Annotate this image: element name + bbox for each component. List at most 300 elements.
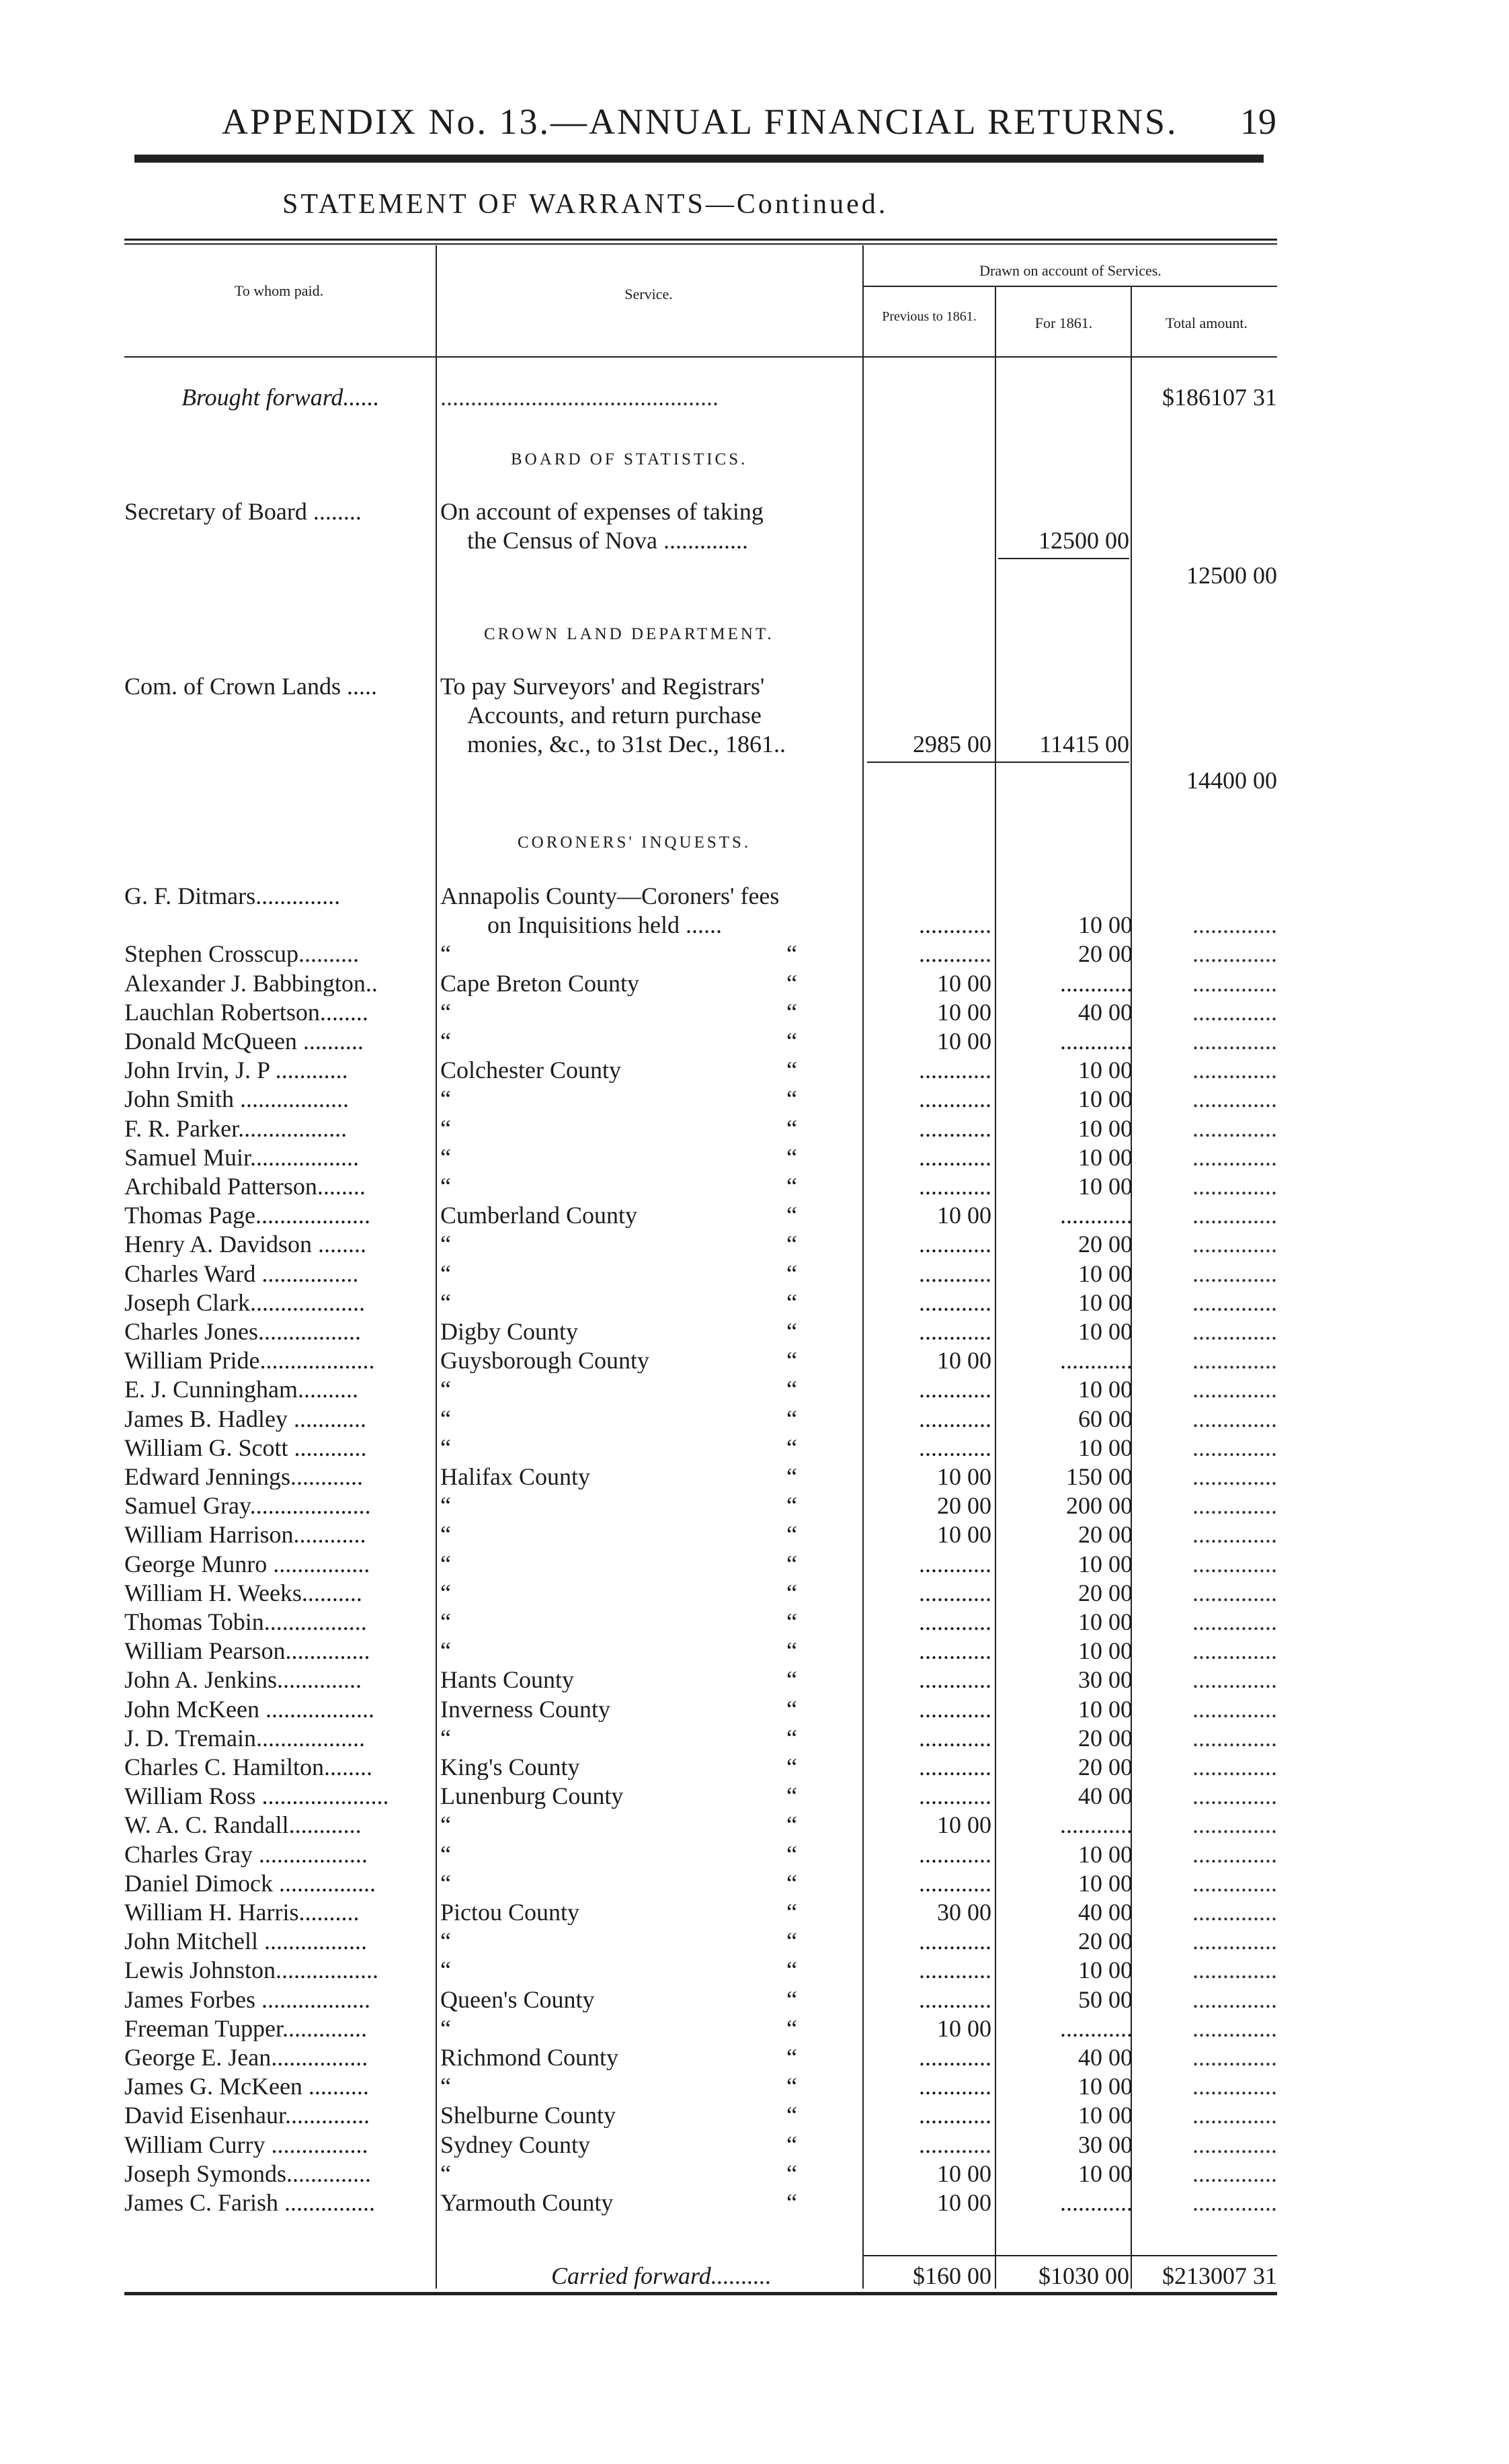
service-cell: Cumberland County	[440, 1203, 637, 1229]
ditto-cell: “	[786, 1290, 797, 1315]
payee-cell: John Mitchell .................	[124, 1929, 367, 1955]
crown-subtotal: 14400 00	[1186, 767, 1277, 794]
current-cell: ............	[1060, 1348, 1133, 1374]
previous-cell: ............	[919, 1668, 991, 1693]
total-cell: ..............	[1192, 1174, 1277, 1199]
ditto-cell: “	[786, 1087, 797, 1112]
service-cell: “	[440, 1029, 451, 1054]
total-cell: ..............	[1192, 1842, 1277, 1867]
table-row	[0, 1552, 1509, 1577]
ditto-cell: “	[786, 1348, 797, 1374]
table-row	[0, 1465, 1509, 1489]
service-cell: “	[440, 1435, 451, 1461]
payee-cell: William H. Weeks..........	[124, 1580, 362, 1606]
ditto-cell: “	[786, 2190, 797, 2215]
previous-cell: 10 00	[937, 1813, 991, 1838]
ditto-cell: “	[786, 1784, 797, 1809]
previous-cell: 10 00	[937, 1465, 991, 1489]
current-cell: 200 00	[1066, 1493, 1133, 1519]
ditto-cell: “	[786, 1580, 797, 1606]
service-cell: Hants County	[440, 1668, 575, 1693]
ditto-cell: “	[786, 1377, 797, 1403]
current-cell: 60 00	[1078, 1406, 1133, 1432]
payee-cell: Archibald Patterson........	[124, 1174, 366, 1199]
total-cell: ..............	[1192, 2103, 1277, 2129]
total-cell: ..............	[1192, 1551, 1277, 1577]
previous-cell: ............	[919, 1639, 991, 1664]
ditto-cell: “	[786, 2045, 797, 2070]
previous-cell: ............	[919, 1610, 991, 1635]
current-cell: 10 00	[1078, 1261, 1133, 1286]
payee-cell: F. R. Parker..................	[124, 1116, 348, 1141]
payee-cell: Charles Ward ................	[124, 1261, 359, 1286]
header-bottom-rule	[124, 356, 1277, 358]
current-cell: 40 00	[1078, 1900, 1133, 1925]
service-cell: Colchester County	[440, 1058, 621, 1083]
payee-cell: George Munro ................	[124, 1551, 370, 1577]
ditto-cell: “	[786, 1406, 797, 1432]
total-cell: ..............	[1192, 1784, 1277, 1809]
board-for-1861: 12500 00	[1038, 527, 1129, 554]
current-cell: 50 00	[1078, 1987, 1133, 2012]
previous-cell: 10 00	[937, 971, 991, 996]
ditto-cell: “	[786, 971, 797, 996]
table-row	[0, 2016, 1509, 2041]
current-cell: 20 00	[1078, 1929, 1133, 1955]
total-cell: ..............	[1192, 2161, 1277, 2186]
header-previous: Previous to 1861.	[882, 309, 977, 324]
service-cell: King's County	[440, 1755, 580, 1780]
ditto-cell: “	[786, 1232, 797, 1258]
table-top-rule	[124, 239, 1277, 241]
ditto-cell: “	[786, 2103, 797, 2129]
payee-cell: William Ross .....................	[124, 1784, 389, 1809]
board-subtotal: 12500 00	[1186, 562, 1277, 589]
current-cell: 10 00	[1078, 1958, 1133, 1983]
payee-cell: G. F. Ditmars..............	[124, 884, 341, 909]
payee-cell: George E. Jean................	[124, 2045, 368, 2070]
service-cell: Digby County	[440, 1319, 579, 1344]
current-cell: 10 00	[1078, 1174, 1133, 1199]
service-cell: “	[440, 942, 451, 967]
payee-cell: Samuel Muir..................	[124, 1145, 359, 1170]
table-row	[0, 1697, 1509, 1722]
table-row	[0, 1784, 1509, 1809]
current-cell: 150 00	[1066, 1465, 1133, 1489]
previous-cell: ............	[919, 1580, 991, 1606]
carried-forward-current: $1030 00	[1038, 2262, 1129, 2289]
previous-cell: ............	[919, 1551, 991, 1577]
ditto-cell: “	[786, 1435, 797, 1461]
total-cell: ..............	[1192, 1145, 1277, 1170]
table-row	[0, 1116, 1509, 1141]
previous-cell: ............	[919, 2103, 991, 2129]
service-cell: “	[440, 1261, 451, 1286]
payee-cell: Henry A. Davidson ........	[124, 1232, 366, 1258]
current-cell: 10 00	[1078, 1058, 1133, 1083]
current-cell: 10 00	[1078, 1871, 1133, 1896]
current-cell: ............	[1060, 2016, 1133, 2041]
current-cell: 10 00	[1078, 1290, 1133, 1315]
table-row	[0, 1610, 1509, 1635]
ditto-cell: “	[786, 1116, 797, 1141]
table-row	[0, 971, 1509, 996]
ditto-cell: “	[786, 1493, 797, 1519]
service-cell: “	[440, 2016, 451, 2041]
total-cell: ..............	[1192, 1087, 1277, 1112]
service-cell: “	[440, 1377, 451, 1403]
bottom-rule	[124, 2292, 1277, 2295]
table-row	[0, 1290, 1509, 1315]
brought-forward-dots: ..............................................	[440, 384, 719, 411]
ditto-cell: “	[786, 1958, 797, 1983]
table-row	[0, 1000, 1509, 1025]
ditto-cell: “	[786, 1639, 797, 1664]
total-cell: ..............	[1192, 1029, 1277, 1054]
service-cell: “	[440, 1639, 451, 1664]
previous-cell: ............	[919, 1871, 991, 1896]
ditto-cell: “	[786, 1842, 797, 1867]
previous-cell: ............	[919, 1116, 991, 1141]
table-row	[0, 2162, 1509, 2186]
previous-cell: ............	[919, 1290, 991, 1315]
table-row	[0, 1958, 1509, 1983]
table-row	[0, 1668, 1509, 1692]
ditto-cell: “	[786, 2074, 797, 2100]
carried-forward-previous: $160 00	[913, 2262, 991, 2289]
header-drawn-group: Drawn on account of Services.	[979, 262, 1161, 279]
current-cell: ............	[1060, 1029, 1133, 1054]
table-row	[0, 913, 1509, 938]
service-cell: Annapolis County—Coroners' fees	[440, 884, 780, 909]
service-cell: Shelburne County	[440, 2103, 616, 2129]
carried-forward-total: $213007 31	[1162, 2262, 1277, 2289]
ditto-cell: “	[786, 2132, 797, 2158]
payee-cell: Alexander J. Babbington..	[124, 971, 378, 996]
service-cell: “	[440, 1087, 451, 1112]
ditto-cell: “	[786, 1203, 797, 1229]
service-cell: Yarmouth County	[440, 2190, 614, 2215]
table-row	[0, 1407, 1509, 1432]
current-cell: 10 00	[1078, 2074, 1133, 2100]
current-cell: 10 00	[1078, 1639, 1133, 1664]
total-cell: ..............	[1192, 1435, 1277, 1461]
table-row	[0, 1174, 1509, 1199]
previous-cell: ............	[919, 1696, 991, 1722]
current-cell: 10 00	[1078, 1842, 1133, 1867]
table-row	[0, 1900, 1509, 1925]
header-for-1861: For 1861.	[1034, 315, 1093, 331]
total-cell: ..............	[1192, 1610, 1277, 1635]
table-row	[0, 1639, 1509, 1664]
table-row	[0, 1522, 1509, 1547]
total-cell: ..............	[1192, 1900, 1277, 1925]
table-row	[0, 1987, 1509, 2012]
current-cell: ............	[1060, 2190, 1133, 2215]
current-cell: 20 00	[1078, 1755, 1133, 1780]
payee-cell: James G. McKeen ..........	[124, 2074, 369, 2100]
service-cell: “	[440, 1929, 451, 1955]
total-cell: ..............	[1192, 971, 1277, 996]
previous-cell: ............	[919, 1087, 991, 1112]
total-cell: ..............	[1192, 1493, 1277, 1519]
ditto-cell: “	[786, 1755, 797, 1780]
ditto-cell: “	[786, 1522, 797, 1548]
crown-service-line3: monies, &c., to 31st Dec., 1861..	[467, 731, 786, 757]
total-cell: ..............	[1192, 1465, 1277, 1489]
payee-cell: William H. Harris..........	[124, 1900, 360, 1925]
service-cell: Queen's County	[440, 1987, 595, 2012]
service-cell: “	[440, 1116, 451, 1141]
service-cell: “	[440, 1725, 451, 1751]
payee-cell: John McKeen ..................	[124, 1696, 374, 1722]
service-cell: “	[440, 1958, 451, 1983]
table-row	[0, 2133, 1509, 2158]
table-row	[0, 2045, 1509, 2070]
header-rule	[134, 155, 1264, 163]
current-cell: 20 00	[1078, 1725, 1133, 1751]
crown-previous: 2985 00	[913, 731, 991, 757]
current-cell: 20 00	[1078, 1522, 1133, 1548]
table-row	[0, 1755, 1509, 1780]
crown-payee: Com. of Crown Lands .....	[124, 673, 377, 700]
current-cell: 10 00	[1078, 1435, 1133, 1461]
payee-cell: James Forbes ..................	[124, 1987, 370, 2012]
current-cell: 10 00	[1078, 1377, 1133, 1403]
section-heading-board-of-statistics: BOARD OF STATISTICS.	[511, 450, 748, 468]
previous-cell: ............	[919, 913, 991, 938]
previous-cell: ............	[919, 1406, 991, 1432]
previous-cell: ............	[919, 1842, 991, 1867]
current-cell: 40 00	[1078, 1784, 1133, 1809]
payee-cell: Daniel Dimock ................	[124, 1871, 376, 1896]
current-cell: 40 00	[1078, 2045, 1133, 2070]
service-cell: “	[440, 2074, 451, 2100]
previous-cell: 30 00	[937, 1900, 991, 1925]
current-cell: 10 00	[1078, 1696, 1133, 1722]
header-total: Total amount.	[1166, 315, 1248, 331]
service-cell: “	[440, 1871, 451, 1896]
page-number: 19	[1240, 101, 1276, 142]
carried-forward-rule	[864, 2255, 1277, 2256]
previous-cell: ............	[919, 1058, 991, 1083]
table-row	[0, 1493, 1509, 1518]
previous-cell: ............	[919, 1435, 991, 1461]
service-cell: Guysborough County	[440, 1348, 650, 1374]
total-cell: ..............	[1192, 2016, 1277, 2041]
previous-cell: 20 00	[937, 1493, 991, 1519]
payee-cell: Charles Jones.................	[124, 1319, 361, 1344]
payee-cell: David Eisenhaur..............	[124, 2103, 370, 2129]
payee-cell: James C. Farish ...............	[124, 2190, 375, 2215]
payee-cell: Charles Gray ..................	[124, 1842, 368, 1867]
previous-cell: ............	[919, 1377, 991, 1403]
previous-cell: ............	[919, 2045, 991, 2070]
previous-cell: ............	[919, 1319, 991, 1344]
total-cell: ..............	[1192, 913, 1277, 938]
table-row	[0, 1871, 1509, 1896]
payee-cell: Stephen Crosscup..........	[124, 942, 359, 967]
payee-cell: Thomas Page...................	[124, 1203, 370, 1229]
service-cell: Sydney County	[440, 2132, 591, 2158]
brought-forward-total: $186107 31	[1162, 384, 1277, 411]
service-cell: “	[440, 1610, 451, 1635]
total-cell: ..............	[1192, 1261, 1277, 1286]
payee-cell: W. A. C. Randall............	[124, 1813, 362, 1838]
previous-cell: ............	[919, 1958, 991, 1983]
total-cell: ..............	[1192, 2045, 1277, 2070]
ditto-cell: “	[786, 2161, 797, 2186]
ditto-cell: “	[786, 1551, 797, 1577]
total-cell: ..............	[1192, 2074, 1277, 2100]
payee-cell: Samuel Gray....................	[124, 1493, 371, 1519]
ditto-cell: “	[786, 1610, 797, 1635]
table-row	[0, 2074, 1509, 2099]
ditto-cell: “	[786, 1319, 797, 1344]
payee-cell: Donald McQueen ..........	[124, 1029, 364, 1054]
ditto-cell: “	[786, 1871, 797, 1896]
crown-subtotal-rule	[867, 762, 1129, 763]
table-row	[0, 1232, 1509, 1257]
table-row	[0, 1842, 1509, 1867]
total-cell: ..............	[1192, 1058, 1277, 1083]
service-cell-continuation: on Inquisitions held ......	[487, 913, 722, 938]
crown-for-1861: 11415 00	[1039, 731, 1129, 757]
previous-cell: 10 00	[937, 2190, 991, 2215]
ditto-cell: “	[786, 1696, 797, 1722]
payee-cell: John Irvin, J. P ............	[124, 1058, 348, 1083]
carried-forward-label: Carried forward..........	[551, 2262, 772, 2289]
payee-cell: John A. Jenkins..............	[124, 1668, 362, 1693]
previous-cell: ............	[919, 1755, 991, 1780]
previous-cell: ............	[919, 1987, 991, 2012]
total-cell: ..............	[1192, 1116, 1277, 1141]
payee-cell: William Pride...................	[124, 1348, 375, 1374]
table-row	[0, 1581, 1509, 1606]
previous-cell: 10 00	[937, 999, 991, 1025]
total-cell: ..............	[1192, 2132, 1277, 2158]
table-row	[0, 1058, 1509, 1083]
running-head: APPENDIX No. 13.—ANNUAL FINANCIAL RETURNS.	[222, 101, 1178, 142]
previous-cell: ............	[919, 1261, 991, 1286]
table-row	[0, 1029, 1509, 1054]
service-cell: “	[440, 1232, 451, 1258]
ditto-cell: “	[786, 1668, 797, 1693]
service-cell: “	[440, 1522, 451, 1548]
service-cell: “	[440, 1174, 451, 1199]
payee-cell: William G. Scott ............	[124, 1435, 367, 1461]
previous-cell: ............	[919, 1145, 991, 1170]
ditto-cell: “	[786, 1029, 797, 1054]
total-cell: ..............	[1192, 1813, 1277, 1838]
previous-cell: 10 00	[937, 1203, 991, 1229]
ditto-cell: “	[786, 1929, 797, 1955]
payee-cell: John Smith ..................	[124, 1087, 350, 1112]
ditto-cell: “	[786, 942, 797, 967]
service-cell: “	[440, 1813, 451, 1838]
current-cell: 20 00	[1078, 1580, 1133, 1606]
total-cell: ..............	[1192, 1929, 1277, 1955]
total-cell: ..............	[1192, 1668, 1277, 1693]
total-cell: ..............	[1192, 2190, 1277, 2215]
current-cell: 10 00	[1078, 1145, 1133, 1170]
current-cell: 30 00	[1078, 2132, 1133, 2158]
total-cell: ..............	[1192, 1696, 1277, 1722]
payee-cell: Joseph Symonds..............	[124, 2161, 372, 2186]
service-cell: “	[440, 1145, 451, 1170]
table-row	[0, 1813, 1509, 1838]
table-row	[0, 1145, 1509, 1170]
payee-cell: J. D. Tremain..................	[124, 1725, 366, 1751]
previous-cell: 10 00	[937, 2016, 991, 2041]
previous-cell: ............	[919, 1232, 991, 1258]
current-cell: 10 00	[1078, 1319, 1133, 1344]
current-cell: 40 00	[1078, 999, 1133, 1025]
ditto-cell: “	[786, 1465, 797, 1489]
previous-cell: ............	[919, 1174, 991, 1199]
table-row	[0, 1262, 1509, 1286]
service-cell: Inverness County	[440, 1696, 610, 1722]
total-cell: ..............	[1192, 1580, 1277, 1606]
current-cell: 20 00	[1078, 942, 1133, 967]
ditto-cell: “	[786, 1058, 797, 1083]
service-cell: Halifax County	[440, 1465, 590, 1489]
table-row	[0, 1377, 1509, 1402]
service-cell: “	[440, 1493, 451, 1519]
current-cell: 10 00	[1078, 1610, 1133, 1635]
previous-cell: ............	[919, 1784, 991, 1809]
total-cell: ..............	[1192, 1725, 1277, 1751]
payee-cell: Charles C. Hamilton........	[124, 1755, 372, 1780]
previous-cell: 10 00	[937, 1348, 991, 1374]
total-cell: ..............	[1192, 942, 1277, 967]
service-cell: “	[440, 999, 451, 1025]
current-cell: 10 00	[1078, 1116, 1133, 1141]
brought-forward-label: Brought forward......	[181, 384, 380, 411]
table-row	[0, 1203, 1509, 1228]
section-heading-coroners: CORONERS' INQUESTS.	[518, 833, 751, 852]
total-cell: ..............	[1192, 1639, 1277, 1664]
header-to-whom-paid: To whom paid.	[234, 282, 324, 299]
previous-cell: 10 00	[937, 1029, 991, 1054]
service-cell: Pictou County	[440, 1900, 580, 1925]
ditto-cell: “	[786, 1900, 797, 1925]
table-row	[0, 1087, 1509, 1112]
total-cell: ..............	[1192, 1348, 1277, 1374]
current-cell: ............	[1060, 971, 1133, 996]
previous-cell: ............	[919, 2132, 991, 2158]
table-row	[0, 2190, 1509, 2215]
current-cell: 30 00	[1078, 1668, 1133, 1693]
crown-service-line1: To pay Surveyors' and Registrars'	[440, 673, 765, 700]
current-cell: 10 00	[1078, 1551, 1133, 1577]
service-cell: “	[440, 1406, 451, 1432]
ditto-cell: “	[786, 999, 797, 1025]
current-cell: 10 00	[1078, 913, 1133, 938]
board-service-line2: the Census of Nova ..............	[467, 527, 748, 554]
table-row	[0, 1348, 1509, 1373]
current-cell: 10 00	[1078, 2103, 1133, 2129]
service-cell: “	[440, 1290, 451, 1315]
total-cell: ..............	[1192, 1377, 1277, 1403]
payee-cell: Joseph Clark...................	[124, 1290, 365, 1315]
total-cell: ..............	[1192, 1522, 1277, 1548]
service-cell: Richmond County	[440, 2045, 619, 2070]
ditto-cell: “	[786, 1987, 797, 2012]
board-payee: Secretary of Board ........	[124, 498, 362, 525]
previous-cell: 10 00	[937, 2161, 991, 2186]
payee-cell: William Pearson..............	[124, 1639, 370, 1664]
